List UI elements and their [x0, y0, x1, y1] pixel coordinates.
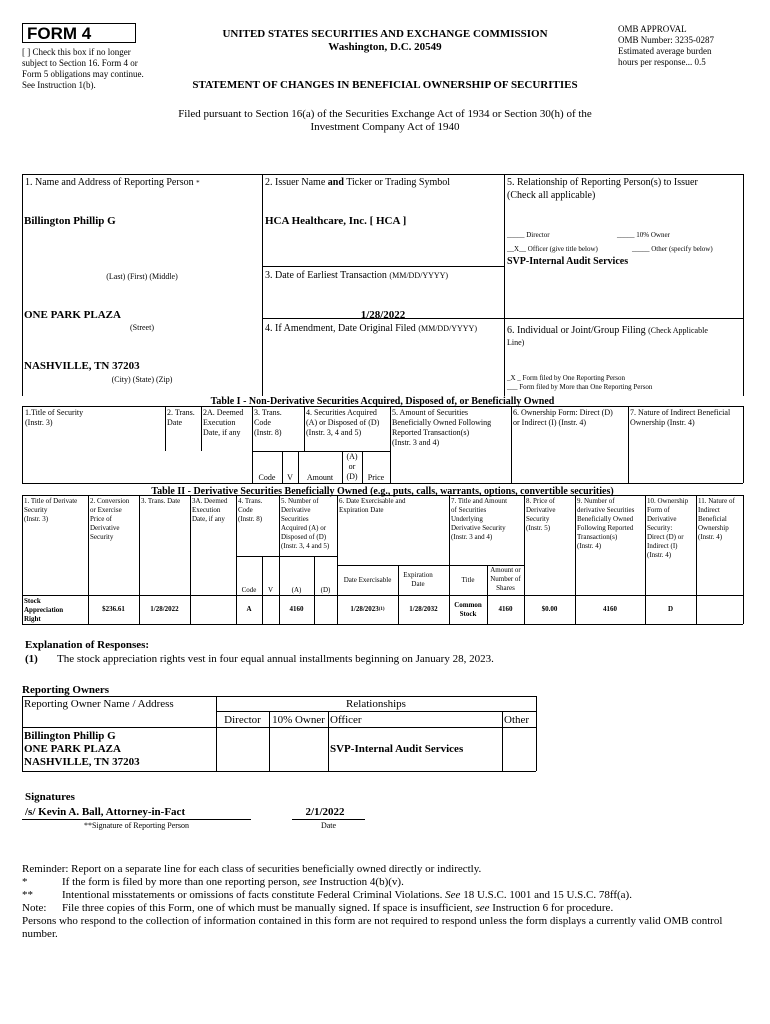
t2-col10-line: Form of	[647, 506, 670, 514]
other-check: _____ Other (specify below)	[632, 245, 713, 253]
row-code: A	[246, 605, 252, 613]
owner-col-other: Other	[504, 714, 530, 726]
box5-label-1: 5. Relationship of Reporting Person(s) to Issuer	[507, 177, 698, 188]
officer-title: SVP-Internal Audit Services	[507, 256, 629, 267]
t2-col5-line: Acquired (A) or	[281, 524, 327, 532]
t1-col2a-c: Date, if any	[203, 428, 241, 437]
t1-col7b: Ownership (Instr. 4)	[630, 418, 695, 427]
form-title: FORM 4	[22, 23, 136, 43]
t2-col10-line: Derivative	[647, 515, 677, 523]
t2-sub-d: (D)	[320, 586, 331, 594]
director-check: _____ Director	[507, 231, 550, 239]
row-date-exercisable: 1/28/2023$^{(1)}$	[350, 605, 385, 613]
t2-col8-header	[526, 497, 556, 533]
row-shares: 4160	[498, 605, 513, 613]
t2-sub-v: V	[267, 586, 274, 594]
t2-col11-line: (Instr. 4)	[698, 533, 723, 541]
t2-sub-code: Code	[241, 586, 257, 594]
t1-col3b: Code	[254, 418, 271, 427]
t2-col11-line: Beneficial	[698, 515, 727, 523]
t2-col3a-line: 3A. Deemed	[192, 497, 228, 505]
t2-sub-a: (A)	[291, 586, 302, 594]
ten-pct-check: _____ 10% Owner	[617, 231, 670, 239]
reminder-line-2: If the form is filed by more than one reporting person, see Instruction 4(b)(v).	[62, 876, 404, 888]
box3-label: 3. Date of Earliest Transaction (MM/DD/YYYY)	[265, 270, 449, 281]
t2-col6-header	[339, 497, 405, 515]
t2-col11-line: Indirect	[698, 506, 720, 514]
t2-col1-line: Security	[24, 506, 48, 514]
t2-col8-line: (Instr. 5)	[526, 524, 551, 532]
t1-col6b: or Indirect (I) (Instr. 4)	[513, 418, 587, 427]
t1-col2a-b: Execution	[203, 418, 236, 427]
t2-col10-line: Security:	[647, 524, 673, 532]
reminder-line-6: number.	[22, 928, 58, 940]
t2-col10-header	[647, 497, 688, 560]
box2-label: 2. Issuer Name and Ticker or Trading Symbol	[265, 177, 451, 188]
statement-title: STATEMENT OF CHANGES IN BENEFICIAL OWNERSHIP OF SECURITIES	[192, 79, 578, 91]
t1-sub-price: Price	[367, 473, 385, 482]
row-security-2: Appreciation	[24, 606, 64, 614]
reminder-line-1: Reminder: Report on a separate line for each class of securities beneficially owned directly or indirectly.	[22, 863, 482, 875]
t1-col5d: (Instr. 3 and 4)	[392, 438, 440, 447]
owner-city: NASHVILLE, TN 37203	[24, 756, 140, 768]
row-security-1: Stock	[24, 597, 41, 605]
omb-approval-box	[618, 24, 758, 68]
t2-col5-line: Disposed of (D)	[281, 533, 327, 541]
t2-col3-header	[141, 497, 180, 506]
t2-sub-amount: Amount or	[490, 566, 521, 574]
t2-col9-header	[577, 497, 634, 551]
t2-col5-header	[281, 497, 329, 551]
t2-col6-line: Expiration Date	[339, 506, 384, 514]
t2-col5-line: (Instr. 3, 4 and 5)	[281, 542, 330, 550]
t1-col6: 6. Ownership Form: Direct (D)	[513, 408, 613, 417]
filed-pursuant-2: Investment Company Act of 1940	[310, 121, 460, 133]
t2-col3a-header	[192, 497, 227, 524]
signatures-heading: Signatures	[25, 791, 75, 803]
t2-col1-line: (Instr. 3)	[24, 515, 49, 523]
t2-col2-line: Security	[90, 533, 114, 541]
t1-col5: 5. Amount of Securities	[392, 408, 468, 417]
t2-col6-line: 6. Date Exercisable and	[339, 497, 406, 505]
owner-col-officer: Officer	[330, 714, 362, 726]
t2-col5-line: Derivative	[281, 506, 311, 514]
owner-officer-title: SVP-Internal Audit Services	[330, 743, 464, 755]
t2-col3a-line: Date, if any	[192, 515, 225, 523]
reminder-star-2: **	[22, 889, 33, 901]
t1-col2b: Date	[167, 418, 183, 427]
t1-sub-amount: Amount	[306, 473, 334, 482]
row-trans-date: 1/28/2022	[150, 605, 179, 613]
commission-location: Washington, D.C. 20549	[328, 41, 442, 53]
box6-label: 6. Individual or Joint/Group Filing (Check Applicable	[507, 325, 708, 336]
t2-col2-line: 2. Conversion	[90, 497, 130, 505]
t1-col2: 2. Trans.	[167, 408, 195, 417]
t2-sub-number: Number of	[490, 575, 521, 583]
t1-col4b: (A) or Disposed of (D)	[306, 418, 380, 427]
row-title-2: Stock	[459, 610, 477, 618]
t1-col3c: (Instr. 8)	[254, 428, 282, 437]
row-title-1: Common	[454, 601, 482, 609]
owner-street: ONE PARK PLAZA	[24, 743, 121, 755]
owner-col-ten-pct: 10% Owner	[272, 714, 325, 726]
table-one-title: Table I - Non-Derivative Securities Acquired, Disposed of, or Beneficially Owned	[210, 396, 555, 407]
omb-burden-1: Estimated average burden	[618, 46, 712, 56]
checkbox-note: [ ] Check this box if no longer subject to Section 16. Form 4 or Form 5 obligations may continue. See Instruction 1(b).	[22, 47, 144, 90]
t2-col10-line: Indirect (I)	[647, 542, 678, 550]
reporting-person-city: NASHVILLE, TN 37203	[24, 360, 140, 372]
t1-col2a: 2A. Deemed	[203, 408, 244, 417]
omb-approval: OMB APPROVAL	[618, 24, 687, 34]
t2-col2-header	[90, 497, 129, 542]
t2-col9-line: (Instr. 4)	[577, 542, 602, 550]
t2-col8-line: Security	[526, 515, 550, 523]
t2-col7-line: 7. Title and Amount	[451, 497, 508, 505]
t2-col2-line: Derivative	[90, 524, 120, 532]
reporting-owners-heading: Reporting Owners	[22, 684, 110, 696]
row-price: $0.00	[541, 605, 558, 613]
street-caption: (Street)	[130, 323, 154, 332]
one-person-filing: _X _ Form filed by One Reporting Person	[507, 374, 626, 382]
t1-col3: 3. Trans.	[254, 408, 282, 417]
t1-col5c: Reported Transaction(s)	[392, 428, 470, 437]
t2-col3-line: 3. Trans. Date	[141, 497, 181, 505]
t2-sub-date-exercisable: Date Exercisable	[343, 576, 392, 584]
t1-col4: 4. Securities Acquired	[306, 408, 377, 417]
earliest-transaction-date: 1/28/2022	[360, 309, 406, 321]
t2-col11-header	[698, 497, 735, 542]
t2-col1-line: 1. Title of Derivate	[24, 497, 78, 505]
signature-date: 2/1/2022	[305, 806, 345, 818]
t2-col7-header	[451, 497, 507, 542]
t2-sub-shares: Shares	[496, 584, 515, 592]
t2-col9-line: derivative Securities	[577, 506, 635, 514]
t2-col2-line: or Exercise	[90, 506, 122, 514]
officer-check: __X__ Officer (give title below)	[507, 245, 598, 253]
row-ownership-form: D	[667, 605, 674, 613]
row-expiration: 1/28/2032	[409, 605, 438, 613]
city-caption: (City) (State) (Zip)	[111, 375, 173, 384]
t2-col4-line: (Instr. 8)	[238, 515, 263, 523]
owner-col-relationships: Relationships	[346, 698, 406, 710]
t2-col3a-line: Execution	[192, 506, 221, 514]
reminder-line-3: Intentional misstatements or omissions of facts constitute Federal Criminal Violations. See 18 U.S.C. 1001 and 15 U.S.C. 78ff(a).	[62, 889, 632, 901]
t1-sub-code: Code	[258, 473, 276, 482]
commission-name: UNITED STATES SECURITIES AND EXCHANGE COMMISSION	[222, 28, 548, 40]
owner-name: Billington Phillip G	[24, 730, 116, 742]
t2-col2-line: Price of	[90, 515, 112, 523]
t1-sub-a: (A)	[346, 452, 358, 461]
t2-col10-line: 10. Ownership	[647, 497, 689, 505]
box4-label: 4. If Amendment, Date Original Filed (MM/DD/YYYY)	[265, 323, 477, 334]
t2-col4-line: 4. Trans.	[238, 497, 263, 505]
owner-col-director: Director	[224, 714, 261, 726]
t1-sub-or: or	[348, 462, 356, 471]
reporting-person-name: Billington Phillip G	[24, 215, 116, 227]
t2-sub-exp-date: Date	[411, 580, 425, 588]
t2-col8-line: 8. Price of	[526, 497, 555, 505]
t2-col1-header	[24, 497, 77, 524]
t1-col5b: Beneficially Owned Following	[392, 418, 492, 427]
t2-col7-line: of Securities	[451, 506, 487, 514]
issuer-name: HCA Healthcare, Inc. [ HCA ]	[265, 215, 407, 227]
row-owned-following: 4160	[603, 605, 617, 613]
row-amount-acquired: 4160	[289, 605, 304, 613]
more-persons-filing: ___ Form filed by More than One Reporting Person	[507, 383, 653, 391]
date-caption: Date	[320, 821, 337, 830]
t1-col4c: (Instr. 3, 4 and 5)	[306, 428, 362, 437]
t2-col7-line: Derivative Security	[451, 524, 506, 532]
reporting-person-street: ONE PARK PLAZA	[24, 309, 121, 321]
t2-col9-line: Transaction(s)	[577, 533, 618, 541]
reminder-line-4: File three copies of this Form, one of which must be manually signed. If space is insufficient, see Instruction 6 for procedure.	[62, 902, 614, 914]
t2-col9-line: 9. Number of	[577, 497, 615, 505]
box5-label-2: (Check all applicable)	[507, 190, 596, 201]
t2-col7-line: (Instr. 3 and 4)	[451, 533, 493, 541]
reminder-star-1: *	[22, 876, 28, 888]
row-security-3: Right	[24, 615, 41, 623]
row-conversion-price: $236.61	[102, 605, 125, 613]
table-two-title: Table II - Derivative Securities Beneficially Owned (e.g., puts, calls, warrants, options, convertible securities)	[151, 486, 614, 497]
t2-col4-line: Code	[238, 506, 253, 514]
t1-sub-v: V	[287, 473, 293, 482]
t2-col11-line: 11. Nature of	[698, 497, 735, 505]
t1-col1: 1.Title of Security	[25, 408, 84, 417]
t2-col9-line: Following Reported	[577, 524, 634, 532]
explanation-heading: Explanation of Responses:	[25, 639, 150, 651]
filed-pursuant-1: Filed pursuant to Section 16(a) of the Securities Exchange Act of 1934 or Section 30(h) of the	[178, 108, 592, 120]
t2-col5-line: 5. Number of	[281, 497, 319, 505]
t2-col10-line: Direct (D) or	[647, 533, 684, 541]
signature-caption: **Signature of Reporting Person	[83, 821, 190, 830]
explanation-text: The stock appreciation rights vest in four equal annual installments beginning on January 28, 2023.	[57, 653, 494, 665]
t2-col5-line: Securities	[281, 515, 309, 523]
t2-col9-line: Beneficially Owned	[577, 515, 634, 523]
t2-sub-expiration: Expiration	[403, 571, 433, 579]
name-caption: (Last) (First) (Middle)	[106, 272, 178, 281]
owner-col-name: Reporting Owner Name / Address	[24, 698, 174, 710]
t2-col11-line: Ownership	[698, 524, 729, 532]
reminder-line-5: Persons who respond to the collection of information contained in this form are not required to respond unless the form displays a currently valid OMB control	[22, 915, 723, 927]
t2-col10-line: (Instr. 4)	[647, 551, 672, 559]
box6-label-line2: Line)	[507, 338, 525, 347]
omb-burden-2: hours per response... 0.5	[618, 57, 706, 67]
omb-number: OMB Number: 3235-0287	[618, 35, 714, 45]
t2-col7-line: Underlying	[451, 515, 483, 523]
t1-col1b: (Instr. 3)	[25, 418, 53, 427]
signer-name: /s/ Kevin A. Ball, Attorney-in-Fact	[25, 806, 186, 818]
explanation-number: (1)	[25, 653, 38, 665]
t1-col7: 7. Nature of Indirect Beneficial	[630, 408, 731, 417]
t1-sub-d: (D)	[346, 472, 358, 481]
t2-sub-title: Title	[461, 576, 475, 584]
box1-label: 1. Name and Address of Reporting Person *	[25, 177, 200, 188]
t2-col4-header	[238, 497, 262, 524]
reminder-note: Note:	[22, 902, 47, 914]
t2-col8-line: Derivative	[526, 506, 556, 514]
